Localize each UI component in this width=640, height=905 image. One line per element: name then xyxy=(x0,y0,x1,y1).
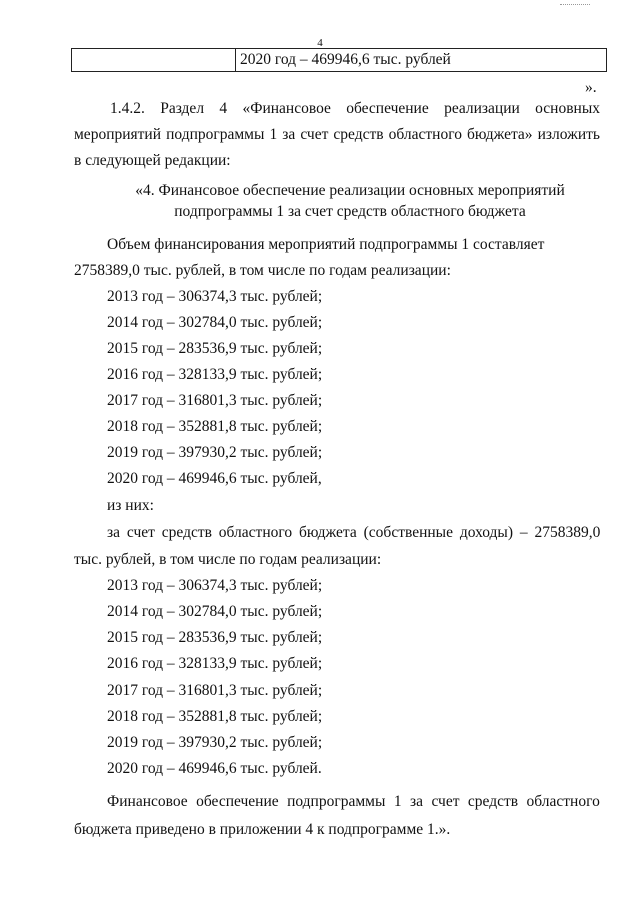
final-line-2: бюджета приведено в приложении 4 к подпрограмме 1.». xyxy=(74,821,451,838)
scan-mark xyxy=(560,4,590,9)
year-line-a: 2017 год – 316801,3 тыс. рублей; xyxy=(107,392,323,409)
table-cell-2020: 2020 год – 469946,6 тыс. рублей xyxy=(236,49,607,72)
year-line-a: 2015 год – 283536,9 тыс. рублей; xyxy=(107,340,323,357)
year-line-b: 2016 год – 328133,9 тыс. рублей; xyxy=(107,655,323,672)
page-number: 4 xyxy=(317,37,323,49)
table-cell-empty xyxy=(72,49,236,72)
of-them-label: из них: xyxy=(107,497,154,514)
year-line-b: 2017 год – 316801,3 тыс. рублей; xyxy=(107,682,323,699)
volume-line-2: 2758389,0 тыс. рублей, в том числе по годам реализации: xyxy=(74,262,451,279)
year-line-a: 2020 год – 469946,6 тыс. рублей, xyxy=(107,470,322,487)
year-line-b: 2020 год – 469946,6 тыс. рублей. xyxy=(107,760,322,777)
year-line-a: 2013 год – 306374,3 тыс. рублей; xyxy=(107,288,323,305)
final-line-1 xyxy=(107,793,600,811)
amendment-paragraph xyxy=(74,96,600,174)
year-line-b: 2014 год – 302784,0 тыс. рублей; xyxy=(107,603,323,620)
year-line-b: 2013 год – 306374,3 тыс. рублей; xyxy=(107,577,323,594)
regional-line-1-text: за счет средств областного бюджета (собственные доходы) – 2758389,0 xyxy=(107,524,601,541)
year-line-b: 2019 год – 397930,2 тыс. рублей; xyxy=(107,734,323,751)
year-line-b: 2018 год – 352881,8 тыс. рублей; xyxy=(107,708,323,725)
year-line-a: 2014 год – 302784,0 тыс. рублей; xyxy=(107,314,323,331)
regional-line-2: тыс. рублей, в том числе по годам реализации: xyxy=(74,551,382,568)
heading-line-2: подпрограммы 1 за счет средств областного бюджета xyxy=(174,203,526,220)
year-line-b: 2015 год – 283536,9 тыс. рублей; xyxy=(107,629,323,646)
year-line-a: 2019 год – 397930,2 тыс. рублей; xyxy=(107,444,323,461)
regional-line-1 xyxy=(107,524,600,542)
amendment-text: 1.4.2. Раздел 4 «Финансовое обеспечение реализации основных мероприятий подпрограммы 1 за счет средств областного бюджета» изложить в следующей редакции: xyxy=(74,100,600,169)
heading-line-1: «4. Финансовое обеспечение реализации основных мероприятий xyxy=(135,182,565,199)
closing-quote: ». xyxy=(585,79,597,96)
year-line-a: 2018 год – 352881,8 тыс. рублей; xyxy=(107,418,323,435)
table-row xyxy=(72,49,607,72)
volume-line-1: Объем финансирования мероприятий подпрограммы 1 составляет xyxy=(107,236,545,253)
final-line-1-text: Финансовое обеспечение подпрограммы 1 за счет средств областного xyxy=(107,793,600,810)
year-line-a: 2016 год – 328133,9 тыс. рублей; xyxy=(107,366,323,383)
section-heading xyxy=(100,180,600,222)
continuation-table xyxy=(71,48,607,72)
